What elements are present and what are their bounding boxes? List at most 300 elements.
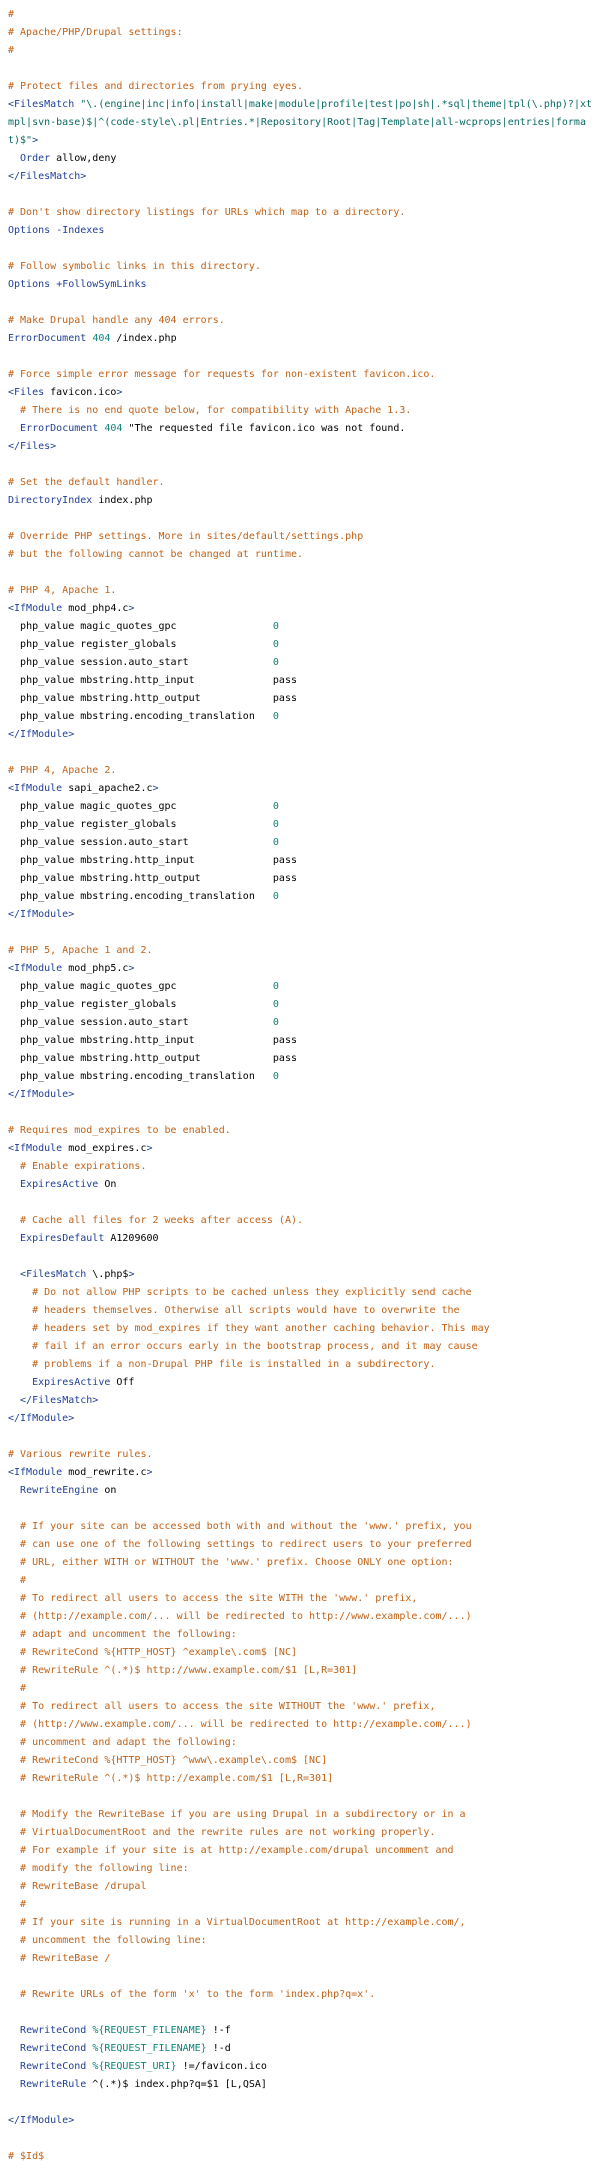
code-token: "\.(engine|inc|info|install|make|module|profile|test|po|sh|.*sql|theme|tpl(\.php)?|xtmpl|svn-base)$|^(code-style\.pl|Entries.*|Repository|Root|Tag|Template|all-wcprops|entries|format)$" <box>8 99 593 146</box>
code-token <box>8 1953 20 1964</box>
code-line <box>8 1860 594 1878</box>
code-line <box>8 708 594 726</box>
code-token: On <box>98 1179 117 1190</box>
code-line <box>8 798 594 816</box>
code-line <box>8 24 594 42</box>
code-token: php_value mbstring.http_output pass <box>8 873 297 884</box>
code-token <box>8 1593 20 1604</box>
code-token: 404 <box>104 423 123 434</box>
code-token: # <box>20 1683 27 1694</box>
code-line <box>8 1662 594 1680</box>
code-line <box>8 1644 594 1662</box>
code-token <box>8 423 20 434</box>
code-token: php_value mbstring.http_output pass <box>8 693 297 704</box>
code-token: <FilesMatch <box>8 99 75 110</box>
code-token: php_value magic_quotes_gpc <box>8 621 273 632</box>
code-token: > <box>128 603 135 614</box>
code-token: php_value magic_quotes_gpc <box>8 801 273 812</box>
code-line <box>8 2022 594 2040</box>
code-token <box>8 1233 20 1244</box>
code-line <box>8 1878 594 1896</box>
code-token: # RewriteCond %{HTTP_HOST} ^example\.com$ [NC] <box>20 1647 297 1658</box>
code-line <box>8 96 594 150</box>
code-line <box>8 1248 594 1266</box>
code-token <box>8 1575 20 1586</box>
code-token <box>8 1377 32 1388</box>
code-token: 404 <box>92 333 111 344</box>
code-line <box>8 1410 594 1428</box>
code-line <box>8 1320 594 1338</box>
code-token: # <box>8 45 15 56</box>
code-line <box>8 780 594 798</box>
code-line <box>8 1032 594 1050</box>
code-token <box>8 2079 20 2090</box>
code-line <box>8 960 594 978</box>
code-line <box>8 744 594 762</box>
code-token: allow,deny <box>50 153 117 164</box>
code-line <box>8 2130 594 2148</box>
code-token: %{REQUEST_URI} <box>92 2061 177 2072</box>
code-line <box>8 546 594 564</box>
code-line <box>8 474 594 492</box>
code-token <box>8 1359 32 1370</box>
code-token: mod_php5.c <box>62 963 129 974</box>
code-line <box>8 852 594 870</box>
code-line <box>8 942 594 960</box>
code-line <box>8 924 594 942</box>
code-token: # Override PHP settings. More in sites/default/settings.php <box>8 531 364 542</box>
code-token: # Set the default handler. <box>8 477 165 488</box>
code-token: php_value register_globals <box>8 639 273 650</box>
code-token: \.php$ <box>86 1269 129 1280</box>
code-token: php_value session.auto_start <box>8 657 273 668</box>
code-line <box>8 1950 594 1968</box>
code-token: php_value register_globals <box>8 999 273 1010</box>
code-token: <Files <box>8 387 45 398</box>
code-line <box>8 150 594 168</box>
code-token: # There is no end quote below, for compatibility with Apache 1.3. <box>20 405 412 416</box>
code-token <box>8 2061 20 2072</box>
code-line <box>8 906 594 924</box>
code-token: mod_php4.c <box>62 603 129 614</box>
code-token: # Requires mod_expires to be enabled. <box>8 1125 231 1136</box>
code-token: 0 <box>272 657 279 668</box>
code-line <box>8 6 594 24</box>
code-token: > <box>128 963 135 974</box>
code-line <box>8 1122 594 1140</box>
code-token: # If your site is running in a VirtualDocumentRoot at http://example.com/, <box>20 1917 466 1928</box>
code-token: > <box>32 135 39 146</box>
code-token: <FilesMatch <box>20 1269 87 1280</box>
code-line <box>8 726 594 744</box>
code-line <box>8 1680 594 1698</box>
code-token: > <box>116 387 123 398</box>
code-token: # URL, either WITH or WITHOUT the 'www.' prefix. Choose ONLY one option: <box>20 1557 454 1568</box>
code-token: php_value mbstring.http_input pass <box>8 1035 297 1046</box>
code-line <box>8 366 594 384</box>
code-line <box>8 1482 594 1500</box>
code-token: # To redirect all users to access the site WITH the 'www.' prefix, <box>20 1593 418 1604</box>
code-token <box>8 1773 20 1784</box>
code-line <box>8 654 594 672</box>
code-token <box>8 1719 20 1730</box>
code-line <box>8 1896 594 1914</box>
code-line <box>8 510 594 528</box>
code-line <box>8 1014 594 1032</box>
code-line <box>8 1914 594 1932</box>
code-token: %{REQUEST_FILENAME} <box>92 2025 207 2036</box>
code-line <box>8 240 594 258</box>
code-token: A1209600 <box>104 1233 159 1244</box>
code-token <box>8 1539 20 1550</box>
code-token: php_value mbstring.http_input pass <box>8 855 297 866</box>
code-token: RewriteEngine <box>20 1485 99 1496</box>
code-line <box>8 1194 594 1212</box>
code-token <box>8 1917 20 1928</box>
code-token <box>8 1215 20 1226</box>
code-line <box>8 420 594 438</box>
code-token <box>8 1179 20 1190</box>
code-token <box>8 1737 20 1748</box>
code-token: 0 <box>272 999 279 1010</box>
code-line <box>8 1104 594 1122</box>
code-line <box>8 1158 594 1176</box>
code-line <box>8 1464 594 1482</box>
code-line <box>8 1536 594 1554</box>
code-token: # Make Drupal handle any 404 errors. <box>8 315 225 326</box>
code-token: # For example if your site is at http://example.com/drupal uncomment and <box>20 1845 454 1856</box>
code-line <box>8 222 594 240</box>
code-token: !-f <box>206 2025 231 2036</box>
code-line <box>8 1446 594 1464</box>
code-token: # modify the following line: <box>20 1863 189 1874</box>
code-token <box>8 1161 20 1172</box>
code-token <box>8 1989 20 2000</box>
code-line <box>8 2058 594 2076</box>
code-line <box>8 402 594 420</box>
code-line <box>8 816 594 834</box>
code-token: # <box>20 1899 27 1910</box>
code-token: # To redirect all users to access the site WITHOUT the 'www.' prefix, <box>20 1701 436 1712</box>
code-token <box>8 1341 32 1352</box>
code-line <box>8 1698 594 1716</box>
code-line <box>8 2148 594 2166</box>
code-line <box>8 762 594 780</box>
code-line <box>8 1572 594 1590</box>
code-token: RewriteRule <box>20 2079 87 2090</box>
code-token: favicon.ico <box>44 387 117 398</box>
code-token: 0 <box>272 621 279 632</box>
code-token: php_value register_globals <box>8 819 273 830</box>
code-token: # Protect files and directories from prying eyes. <box>8 81 304 92</box>
code-token <box>8 1881 20 1892</box>
code-line <box>8 2112 594 2130</box>
code-line <box>8 348 594 366</box>
code-token: 0 <box>272 801 279 812</box>
code-token: # uncomment the following line: <box>20 1935 207 1946</box>
code-token: > <box>146 1143 153 1154</box>
code-token: +FollowSymLinks <box>56 279 147 290</box>
code-token: # Force simple error message for requests for non-existent favicon.ico. <box>8 369 436 380</box>
code-token: 0 <box>272 639 279 650</box>
code-line <box>8 600 594 618</box>
code-token: </IfModule> <box>8 1089 75 1100</box>
code-token: </FilesMatch> <box>20 1395 99 1406</box>
code-line <box>8 1374 594 1392</box>
code-line <box>8 60 594 78</box>
code-token: Options <box>8 279 51 290</box>
code-line <box>8 2004 594 2022</box>
code-token <box>8 1665 20 1676</box>
code-line <box>8 204 594 222</box>
code-line <box>8 1986 594 2004</box>
code-token: php_value mbstring.encoding_translation <box>8 711 273 722</box>
code-line <box>8 1716 594 1734</box>
code-token: # problems if a non-Drupal PHP file is installed in a subdirectory. <box>32 1359 436 1370</box>
code-token: # RewriteRule ^(.*)$ http://www.example.com/$1 [L,R=301] <box>20 1665 358 1676</box>
code-token: # PHP 4, Apache 2. <box>8 765 117 776</box>
code-token: php_value mbstring.encoding_translation <box>8 1071 273 1082</box>
code-token: </FilesMatch> <box>8 171 87 182</box>
code-line <box>8 1284 594 1302</box>
code-token <box>8 1485 20 1496</box>
code-line <box>8 528 594 546</box>
code-token: # fail if an error occurs early in the bootstrap process, and it may cause <box>32 1341 478 1352</box>
code-line <box>8 1212 594 1230</box>
code-token <box>8 1935 20 1946</box>
code-token: on <box>98 1485 117 1496</box>
code-line <box>8 672 594 690</box>
code-line <box>8 1806 594 1824</box>
code-token: !=/favicon.ico <box>176 2061 267 2072</box>
code-token: # Do not allow PHP scripts to be cached unless they explicitly send cache <box>32 1287 472 1298</box>
code-line <box>8 330 594 348</box>
code-token <box>8 1269 20 1280</box>
code-token <box>8 1863 20 1874</box>
code-token: 0 <box>272 711 279 722</box>
code-token: ErrorDocument <box>8 333 87 344</box>
code-line <box>8 1968 594 1986</box>
code-token: 0 <box>272 819 279 830</box>
code-token: </IfModule> <box>8 729 75 740</box>
code-token: # headers themselves. Otherwise all scripts would have to overwrite the <box>32 1305 460 1316</box>
code-token: # (http://example.com/... will be redirected to http://www.example.com/...) <box>20 1611 472 1622</box>
code-line <box>8 1770 594 1788</box>
code-token: php_value session.auto_start <box>8 1017 273 1028</box>
code-line <box>8 258 594 276</box>
code-token: php_value session.auto_start <box>8 837 273 848</box>
code-line <box>8 168 594 186</box>
code-token: # RewriteRule ^(.*)$ http://example.com/$1 [L,R=301] <box>20 1773 334 1784</box>
code-token: DirectoryIndex <box>8 495 93 506</box>
code-line <box>8 78 594 96</box>
code-token <box>8 1755 20 1766</box>
code-token: # PHP 5, Apache 1 and 2. <box>8 945 153 956</box>
code-token <box>8 1647 20 1658</box>
code-token: </IfModule> <box>8 909 75 920</box>
code-line <box>8 978 594 996</box>
code-token: # (http://www.example.com/... will be redirected to http://example.com/...) <box>20 1719 472 1730</box>
code-line <box>8 1356 594 1374</box>
code-token: ErrorDocument <box>20 423 99 434</box>
code-token: RewriteCond <box>20 2025 87 2036</box>
code-token: # $Id$ <box>8 2151 45 2162</box>
code-line <box>8 186 594 204</box>
code-token <box>8 405 20 416</box>
code-token: ^(.*)$ index.php?q=$1 [L,QSA] <box>86 2079 267 2090</box>
code-token: # Cache all files for 2 weeks after access (A). <box>20 1215 304 1226</box>
code-line <box>8 1428 594 1446</box>
code-token: # Apache/PHP/Drupal settings: <box>8 27 183 38</box>
code-line <box>8 1176 594 1194</box>
code-token: Order <box>20 153 51 164</box>
code-line <box>8 636 594 654</box>
code-token: Options <box>8 225 51 236</box>
code-line <box>8 384 594 402</box>
code-token: Off <box>110 1377 135 1388</box>
code-token: # If your site can be accessed both with and without the 'www.' prefix, you <box>20 1521 472 1532</box>
code-line <box>8 276 594 294</box>
code-line <box>8 996 594 1014</box>
code-line <box>8 1554 594 1572</box>
code-token: # PHP 4, Apache 1. <box>8 585 117 596</box>
code-token <box>8 1323 32 1334</box>
code-line <box>8 618 594 636</box>
code-line <box>8 1338 594 1356</box>
code-token: # <box>20 1575 27 1586</box>
code-line <box>8 294 594 312</box>
code-line <box>8 1518 594 1536</box>
code-line <box>8 42 594 60</box>
code-token: # <box>8 9 15 20</box>
code-token: sapi_apache2.c <box>62 783 153 794</box>
code-line <box>8 870 594 888</box>
code-line <box>8 1608 594 1626</box>
code-token: # adapt and uncomment the following: <box>20 1629 237 1640</box>
code-token: # RewriteCond %{HTTP_HOST} ^www\.example\.com$ [NC] <box>20 1755 328 1766</box>
code-token: # uncomment and adapt the following: <box>20 1737 237 1748</box>
code-token <box>8 1845 20 1856</box>
code-line <box>8 1734 594 1752</box>
code-token: </IfModule> <box>8 1413 75 1424</box>
code-line <box>8 492 594 510</box>
code-token: php_value mbstring.http_input pass <box>8 675 297 686</box>
code-line <box>8 1500 594 1518</box>
code-line <box>8 438 594 456</box>
code-token: 0 <box>272 981 279 992</box>
code-token: # Rewrite URLs of the form 'x' to the form 'index.php?q=x'. <box>20 1989 376 2000</box>
code-token <box>8 2025 20 2036</box>
code-token: ExpiresDefault <box>20 1233 105 1244</box>
code-token: RewriteCond <box>20 2061 87 2072</box>
code-line <box>8 456 594 474</box>
code-line <box>8 1266 594 1284</box>
code-token: ExpiresActive <box>32 1377 111 1388</box>
code-token: # Follow symbolic links in this directory. <box>8 261 261 272</box>
code-line <box>8 312 594 330</box>
code-token: 0 <box>272 1071 279 1082</box>
code-token <box>8 1809 20 1820</box>
code-token: # can use one of the following settings to redirect users to your preferred <box>20 1539 472 1550</box>
code-token: index.php <box>92 495 153 506</box>
code-token <box>8 1827 20 1838</box>
code-token <box>8 1287 32 1298</box>
code-token: <IfModule <box>8 1467 63 1478</box>
code-token: ExpiresActive <box>20 1179 99 1190</box>
code-token <box>8 1899 20 1910</box>
code-line <box>8 1788 594 1806</box>
code-line <box>8 690 594 708</box>
code-line <box>8 1752 594 1770</box>
code-line <box>8 1392 594 1410</box>
code-token: mod_rewrite.c <box>62 1467 147 1478</box>
code-token <box>8 1305 32 1316</box>
code-token <box>8 1611 20 1622</box>
code-token: # VirtualDocumentRoot and the rewrite rules are not working properly. <box>20 1827 436 1838</box>
code-token: 0 <box>272 1017 279 1028</box>
code-token: mod_expires.c <box>62 1143 147 1154</box>
code-line <box>8 2076 594 2094</box>
code-line <box>8 1140 594 1158</box>
code-line <box>8 1824 594 1842</box>
code-token <box>8 1395 20 1406</box>
code-token: # Don't show directory listings for URLs which map to a directory. <box>8 207 406 218</box>
code-line <box>8 1302 594 1320</box>
code-token <box>8 1521 20 1532</box>
code-line <box>8 1932 594 1950</box>
code-token: # Modify the RewriteBase if you are using Drupal in a subdirectory or in a <box>20 1809 466 1820</box>
code-token: php_value mbstring.http_output pass <box>8 1053 297 1064</box>
code-token: > <box>146 1467 153 1478</box>
code-line <box>8 1050 594 1068</box>
code-line <box>8 888 594 906</box>
code-token: </Files> <box>8 441 57 452</box>
code-token: -Indexes <box>56 225 105 236</box>
code-token: # RewriteBase /drupal <box>20 1881 147 1892</box>
code-token: <IfModule <box>8 963 63 974</box>
code-token: <IfModule <box>8 783 63 794</box>
code-token: <IfModule <box>8 603 63 614</box>
code-line <box>8 1086 594 1104</box>
code-token: > <box>152 783 159 794</box>
code-token: !-d <box>206 2043 231 2054</box>
code-token: # but the following cannot be changed at runtime. <box>8 549 304 560</box>
code-token: # headers set by mod_expires if they want another caching behavior. This may <box>32 1323 490 1334</box>
code-token <box>8 1683 20 1694</box>
code-line <box>8 582 594 600</box>
code-token: # Enable expirations. <box>20 1161 147 1172</box>
code-line <box>8 834 594 852</box>
code-token: > <box>128 1269 135 1280</box>
code-token <box>8 153 20 164</box>
code-token: php_value mbstring.encoding_translation <box>8 891 273 902</box>
code-token: php_value magic_quotes_gpc <box>8 981 273 992</box>
code-line <box>8 2040 594 2058</box>
code-line <box>8 1068 594 1086</box>
code-line <box>8 564 594 582</box>
code-line <box>8 1842 594 1860</box>
code-line <box>8 1626 594 1644</box>
code-line <box>8 1230 594 1248</box>
code-token: <IfModule <box>8 1143 63 1154</box>
code-token <box>8 1629 20 1640</box>
code-token: %{REQUEST_FILENAME} <box>92 2043 207 2054</box>
code-token: RewriteCond <box>20 2043 87 2054</box>
code-line <box>8 1590 594 1608</box>
code-token: 0 <box>272 891 279 902</box>
code-token: # RewriteBase / <box>20 1953 111 1964</box>
code-token: "The requested file favicon.ico was not found. <box>122 423 406 434</box>
